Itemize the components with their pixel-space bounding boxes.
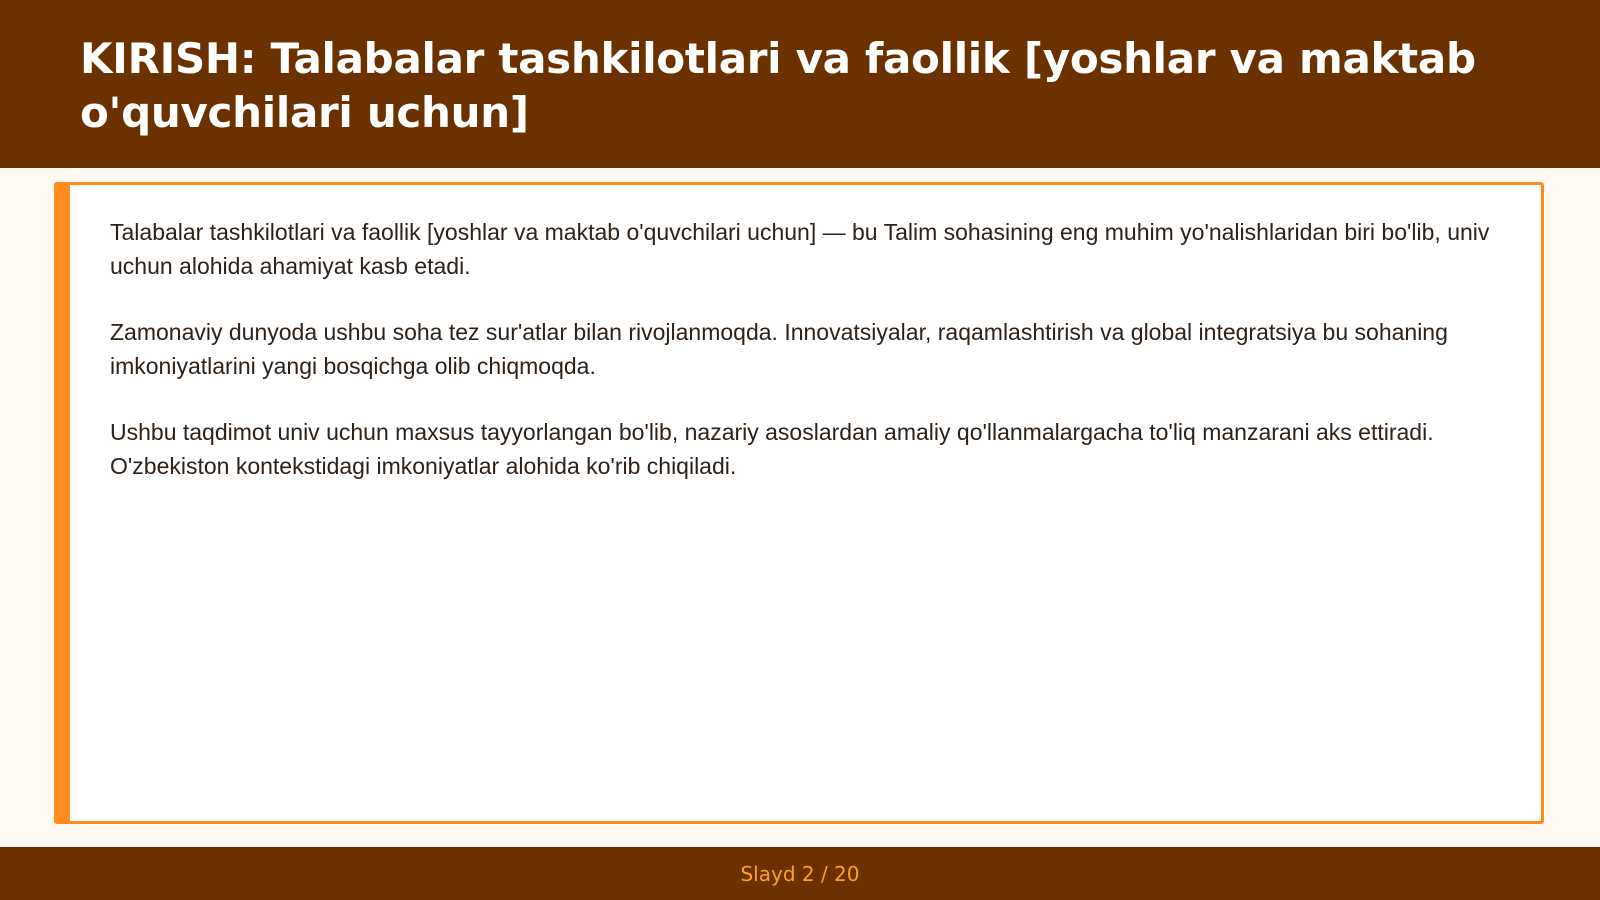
slide-title: KIRISH: Talabalar tashkilotlari va faollik [yoshlar va maktab o'quvchilari uchun] — [80, 34, 1476, 137]
intro-paragraph: Talabalar tashkilotlari va faollik [yoshlar va maktab o'quvchilari uchun] — bu Talim sohasining eng muhim yo'nalishlaridan biri bo'lib, univ uchun alohida ahamiyat kasb etadi. — [110, 219, 1490, 279]
presentation-purpose-paragraph: Ushbu taqdimot univ uchun maxsus tayyorlangan bo'lib, nazariy asoslardan amaliy qo'llanmalargacha to'liq manzarani aks ettiradi. O'zbekiston kontekstidagi imkoniyatlar alohida ko'rib chiqiladi. — [110, 419, 1434, 479]
slide-footer — [0, 847, 1600, 900]
paragraph-list — [110, 215, 1495, 515]
development-paragraph: Zamonaviy dunyoda ushbu soha tez sur'atlar bilan rivojlanmoqda. Innovatsiyalar, raqamlashtirish va global integratsiya bu sohaning imkoniyatlarini yangi bosqichga olib chiqmoqda. — [110, 319, 1448, 379]
slide-counter: Slayd 2 / 20 — [740, 862, 860, 886]
content-panel — [54, 182, 1544, 824]
slide-header — [0, 0, 1600, 168]
